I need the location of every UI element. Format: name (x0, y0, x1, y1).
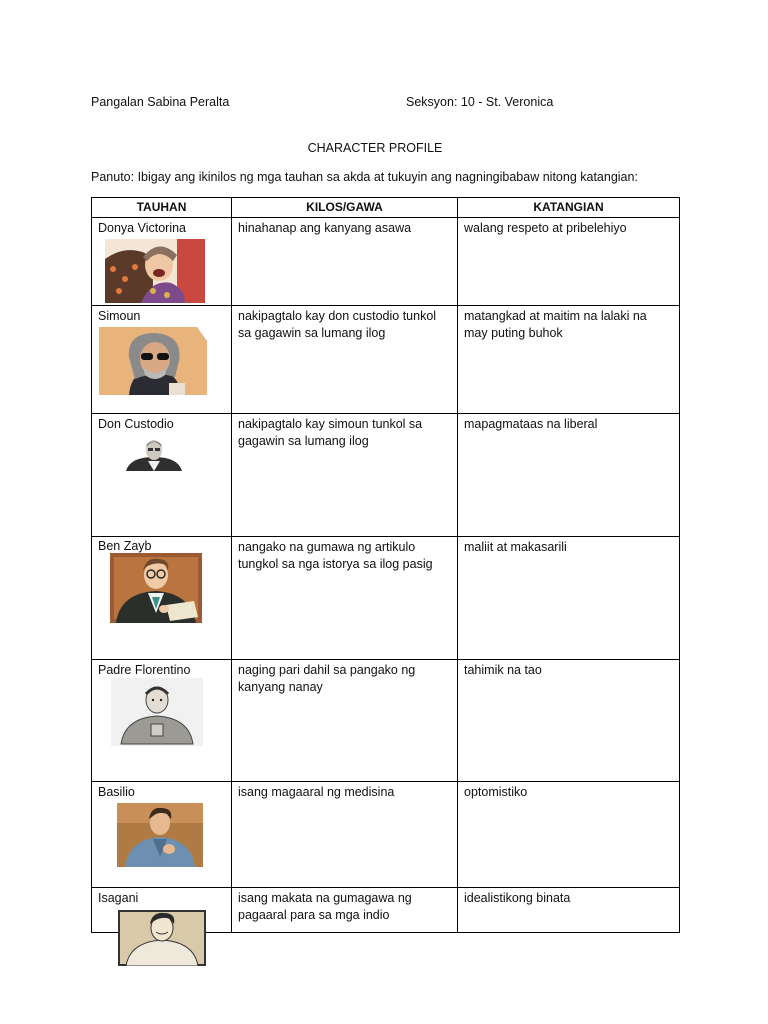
kilos-cell: naging pari dahil sa pangako ng kanyang nanay (232, 660, 458, 782)
katangian-cell: walang respeto at pribelehiyo (458, 218, 680, 306)
kilos-cell: hinahanap ang kanyang asawa (232, 218, 458, 306)
kilos-cell: nakipagtalo kay simoun tunkol sa gagawin sa lumang ilog (232, 414, 458, 537)
table-row (92, 660, 680, 782)
character-name: Isagani (98, 891, 139, 905)
katangian-cell: optomistiko (458, 782, 680, 888)
isagani-portrait (118, 910, 206, 971)
character-profile-table (91, 197, 680, 933)
character-cell (92, 782, 232, 888)
kilos-cell: isang magaaral ng medisina (232, 782, 458, 888)
page-title: CHARACTER PROFILE (307, 141, 443, 155)
instructions: Panuto: Ibigay ang ikinilos ng mga tauhan sa akda at tukuyin ang nagningibabaw nitong katangian: (91, 170, 638, 184)
katangian-cell: tahimik na tao (458, 660, 680, 782)
character-cell (92, 306, 232, 414)
table-header-row (92, 198, 680, 218)
kilos-cell: nangako na gumawa ng artikulo tungkol sa nga istorya sa ilog pasig (232, 537, 458, 660)
header-katangian: KATANGIAN (458, 198, 680, 218)
character-name: Ben Zayb (98, 539, 152, 553)
section-label: Seksyon: 10 - St. Veronica (406, 95, 554, 109)
character-cell (92, 414, 232, 537)
table-row (92, 306, 680, 414)
character-cell (92, 537, 232, 660)
simoun-portrait (99, 327, 225, 395)
character-name: Simoun (98, 309, 141, 323)
name-label: Pangalan Sabina Peralta (91, 95, 230, 109)
character-name: Donya Victorina (98, 221, 187, 235)
header-tauhan: TAUHAN (92, 198, 232, 218)
don-custodio-portrait (124, 439, 225, 471)
ben-zayb-portrait (110, 553, 225, 623)
table-row (92, 537, 680, 660)
table-row (92, 782, 680, 888)
kilos-cell: nakipagtalo kay don custodio tunkol sa gagawin sa lumang ilog (232, 306, 458, 414)
padre-florentino-portrait (111, 678, 225, 746)
table-row (92, 218, 680, 306)
katangian-cell: matangkad at maitim na lalaki na may puting buhok (458, 306, 680, 414)
header-kilos-gawa: KILOS/GAWA (232, 198, 458, 218)
donya-victorina-portrait (105, 239, 225, 303)
basilio-portrait (117, 803, 225, 867)
character-name: Basilio (98, 785, 135, 799)
character-cell (92, 218, 232, 306)
character-name: Padre Florentino (98, 663, 191, 677)
character-name: Don Custodio (98, 417, 174, 431)
character-cell (92, 660, 232, 782)
table-row (92, 414, 680, 537)
kilos-cell: isang makata na gumagawa ng pagaaral para sa mga indio (232, 888, 458, 933)
katangian-cell: idealistikong binata (458, 888, 680, 933)
table-row (92, 888, 680, 933)
character-cell (92, 888, 232, 933)
katangian-cell: maliit at makasarili (458, 537, 680, 660)
katangian-cell: mapagmataas na liberal (458, 414, 680, 537)
